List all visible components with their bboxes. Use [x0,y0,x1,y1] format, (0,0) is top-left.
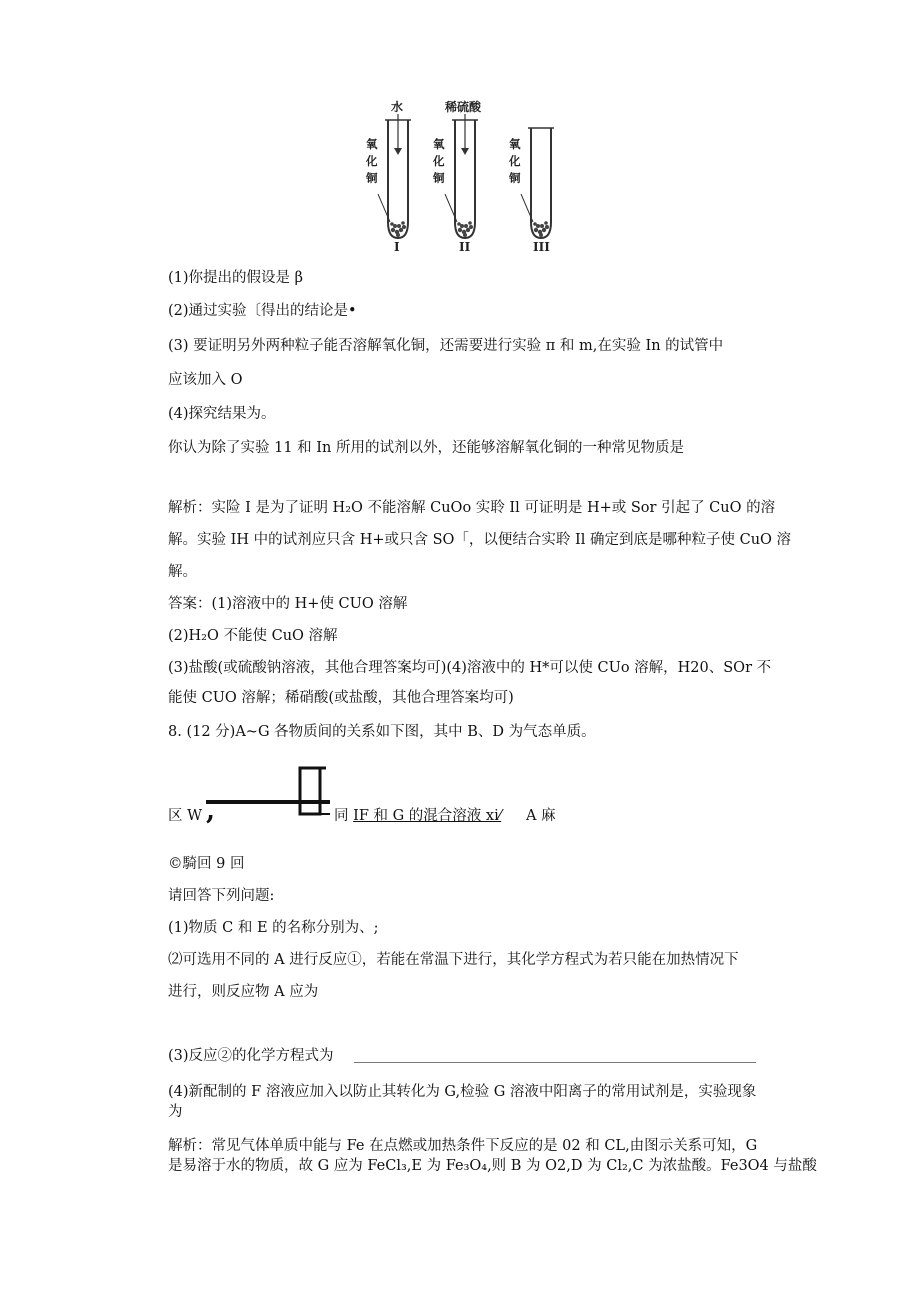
prompt: 请回答下列问题: [168,888,275,904]
answer-blank-line [354,1062,756,1063]
diagram-comma: , [206,796,216,826]
answer-3-line-2: 能使 CUO 溶解；稀硝酸(或盐酸，其他合理答案均可) [168,690,514,706]
part-3: (3)反应②的化学方程式为 [168,1048,334,1064]
analysis-1-line-3: 解。 [168,564,197,580]
diagram-middle-label [334,804,501,825]
analysis-2-line-1: 解析：常见气体单质中能与 Fe 在点燃或加热条件下反应的是 02 和 CL,由图示关系可知，G [168,1138,758,1154]
question-3-line-1: (3) 要证明另外两种粒子能否溶解氧化铜，还需要进行实验 π 和 m,在实验 In 的试管中 [168,338,724,354]
analysis-1-line-1: 解析：实险 I 是为了证明 H₂O 不能溶解 CuOo 实聆 Il 可证明是 H+或 Sor 引起了 CuO 的溶 [168,500,776,516]
test-tube-figure [360,98,570,258]
test-tubes-svg [360,98,570,258]
analysis-1-line-2: 解。实验 IH 中的试剂应只含 H+或只含 SO「，以便结合实聆 Il 确定到底是哪种粒子使 CuO 溶 [168,532,792,548]
diagram-middle-prefix: 同 [334,808,354,824]
part-1: (1)物质 C 和 E 的名称分别为、; [168,920,379,936]
part-4-line-1: (4)新配制的 F 溶液应加入以防止其转化为 G,检验 G 溶液中阳离子的常用试剂是，实验现象 [168,1084,757,1100]
answer-2: (2)H₂O 不能使 CuO 溶解 [168,628,338,644]
part-2-line-1: ⑵可选用不同的 A 进行反应①，若能在常温下进行，其化学方程式为若只能在加热情况下 [168,952,739,968]
answer-3-line-1: (3)盐酸(或硫酸钠溶液，其他合理答案均可)(4)溶液中的 H*可以使 CUo 溶解，H20、SOr 不 [168,660,772,676]
tube-2-label: 稀硫酸 [445,100,482,114]
powder-3 [533,221,549,237]
tube-1-label: 水 [391,100,404,114]
part-4-line-2: 为 [168,1104,183,1120]
question-4: (4)探究结果为。 [168,406,276,422]
question-2: (2)通过实验〔得出的结论是• [168,303,357,319]
answer-1: 答案：(1)溶液中的 H+使 CUO 溶解 [168,596,408,612]
question-5: 你认为除了实验 11 和 In 所用的试剂以外，还能够溶解氧化铜的一种常见物质是 [168,440,684,456]
powder-1 [390,221,406,237]
question-1: (1)你提出的假设是 β [168,270,304,286]
tube-1-side-label: 氧化铜 [366,137,378,185]
powder-2 [457,221,473,237]
question-8-header: 8. (12 分)A~G 各物质间的关系如下图，其中 B、D 为气态单质。 [168,724,596,740]
diagram-right-label: A 麻 [526,808,556,824]
tube-3-side-label: 氧化铜 [509,137,521,185]
analysis-2-line-2: 是易溶于水的物质，故 G 应为 FeCl₃,E 为 Fe₃O₄,则 B 为 O2,D 为 Cl₂,C 为浓盐酸。Fe3O4 与盐酸 [168,1158,817,1174]
numeral-2: II [459,240,471,254]
diagram-left-label: 区 W [168,808,203,824]
part-2-line-2: 进行，则反应物 A 应为 [168,984,319,1000]
tube-3 [531,128,551,238]
numeral-3: III [533,240,550,254]
diagram-middle-underlined: IF 和 G 的混合溶液 xi⁄ [353,808,502,824]
tube-2-side-label: 氧化铜 [433,137,445,185]
circle-labels: ©騎回 9 回 [168,856,245,872]
question-3-line-2: 应该加入 O [168,372,243,388]
numeral-1: I [394,240,400,254]
relation-diagram [168,764,788,834]
